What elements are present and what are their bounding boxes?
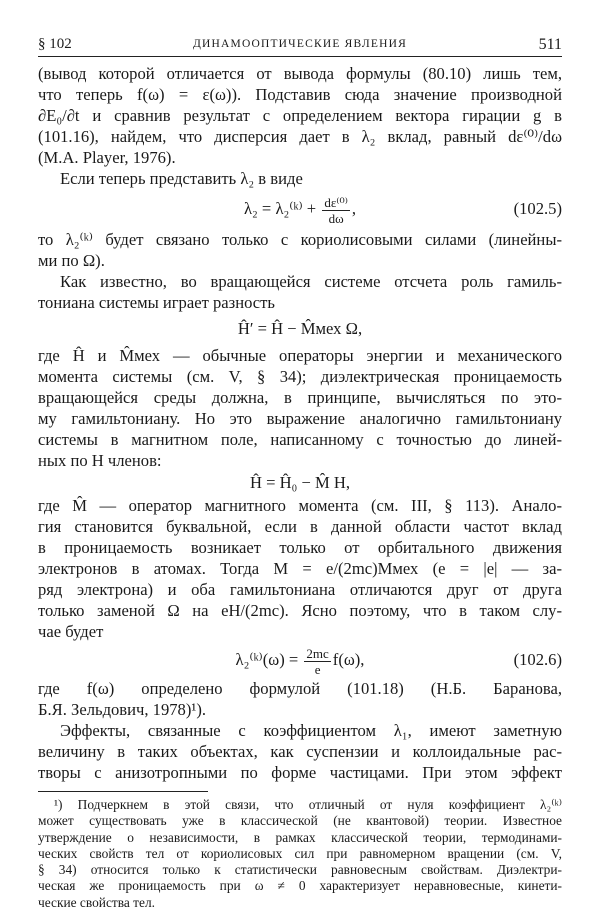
text-line: электронов в атомах. Тогда M = e/(2mc)Mмех (e = |e| — за- [38, 559, 562, 578]
chapter-title: ДИНАМООПТИЧЕСКИЕ ЯВЛЕНИЯ [192, 38, 408, 50]
paragraph [38, 678, 562, 720]
equation-tail: , [351, 199, 357, 218]
text-line: тониана системы играет разность [38, 293, 275, 312]
text-line: утверждение о независимости, в рамках классической теории, термодинами- [38, 829, 562, 845]
equation-lhs: λ₂⁽ᵏ⁾(ω) = [235, 650, 299, 669]
equation-hamiltonian-rotating [38, 313, 562, 345]
text-line: (M.A. Player, 1976). [38, 148, 176, 167]
equation-lhs: λ₂ = λ₂⁽ᵏ⁾ + [243, 199, 317, 218]
section-number: § 102 [38, 36, 72, 52]
equation-number: (102.6) [513, 650, 562, 669]
text-line: величину в таких объектах, как суспензии и коллоидальные рас- [38, 742, 562, 761]
footnote [38, 797, 562, 911]
equation-number: (102.5) [513, 199, 562, 218]
paragraph [38, 271, 562, 313]
text-line: Если теперь представить λ₂ в виде [60, 169, 303, 188]
text-line: где Ĥ и M̂мех — обычные операторы энергии и механического [38, 346, 562, 365]
paragraph [38, 720, 562, 783]
text-line: ¹) Подчеркнем в этой связи, что отличный от нуля коэффициент λ₂⁽ᵏ⁾ [54, 797, 562, 812]
text-line: Как известно, во вращающейся системе отсчета роль гамиль- [60, 272, 562, 291]
paragraph [38, 168, 562, 189]
equation-tail: f(ω), [332, 650, 365, 669]
text-line: может существовать уже в классической (не квантовой) теории. Известное [38, 813, 562, 829]
text-line: ческая же проницаемость при ω ≠ 0 характеризует неравновесные, кинети- [38, 878, 562, 894]
text-line: ческих свойств тел от кориолисовых сил при равномерном вращении (см. V, [38, 845, 562, 861]
paragraph [38, 345, 562, 471]
numerator: dε⁽⁰⁾ [324, 194, 348, 210]
text-line: то λ₂⁽ᵏ⁾ будет связано только с кориолисовыми силами (линейны- [38, 230, 562, 249]
text-line: ческие свойства тел. [38, 894, 156, 910]
paragraph [38, 229, 562, 271]
text-line: только заменой Ω на eH/(2mc). Ясно поэтому, что в таком слу- [38, 601, 562, 620]
page-number: 511 [538, 36, 562, 53]
running-header [38, 36, 562, 57]
text-line: ми по Ω). [38, 251, 105, 270]
text-line: вращающейся среды должна, в принципе, вычисляться по это- [38, 388, 562, 407]
text-line: Эффекты, связанные с коэффициентом λ₁, имеют заметную [60, 721, 562, 740]
book-page [38, 0, 562, 911]
text-line: (101.16), найдем, что дисперсия дает в λ₂ вклад, равный dε⁽⁰⁾/dω [38, 127, 562, 146]
text-line: где M̂ — оператор магнитного момента (см. III, § 113). Анало- [38, 496, 562, 515]
text-line: творы с анизотропными по форме частицами. При этом эффект [38, 763, 562, 782]
text-line: в проницаемость возникает только от орбитального движения [38, 538, 562, 557]
text-line: ных по H членов: [38, 451, 162, 470]
text-line: системы в магнитном поле, написанному с точностью до линей- [38, 430, 562, 449]
equation-102-5 [38, 189, 562, 229]
equation-hamiltonian-magnetic [38, 471, 562, 495]
text-line: Б.Я. Зельдович, 1978)¹). [38, 700, 207, 719]
denominator: dω [328, 210, 344, 226]
text-line: § 34) относится только к статистически равновесным свойствам. Диэлектри- [38, 862, 562, 878]
text-line: ∂E₀/∂t и сравнив результат с определением вектора гирации g в [38, 106, 562, 125]
equation-text: Ĥ′ = Ĥ − M̂мех Ω, [237, 319, 363, 338]
text-line: где f(ω) определено формулой (101.18) (Н.Б. Баранова, [38, 679, 562, 698]
text-line: (вывод которой отличается от вывода формулы (80.10) лишь тем, [38, 64, 562, 83]
footnote-divider [38, 791, 208, 792]
main-text [38, 63, 562, 783]
text-line: ряд электрона) и оба гамильтониана отличаются друг от друга [38, 580, 562, 599]
text-line: му гамильтониану. Но это выражение аналогично гамильтониану [38, 409, 562, 428]
fraction [304, 646, 330, 677]
paragraph [38, 63, 562, 168]
fraction [322, 195, 350, 226]
text-line: чае будет [38, 622, 104, 641]
equation-text: Ĥ = Ĥ₀ − M̂ H, [249, 473, 351, 492]
text-line: момента системы (см. V, § 34); диэлектрическая проницаемость [38, 367, 562, 386]
paragraph [38, 495, 562, 642]
numerator: 2mc [306, 645, 329, 661]
equation-102-6 [38, 642, 562, 678]
denominator: e [314, 661, 321, 677]
text-line: гия становится буквальной, если в данной области частот вклад [38, 517, 562, 536]
text-line: что теперь f(ω) = ε(ω)). Подставив сюда значение производной [38, 85, 562, 104]
